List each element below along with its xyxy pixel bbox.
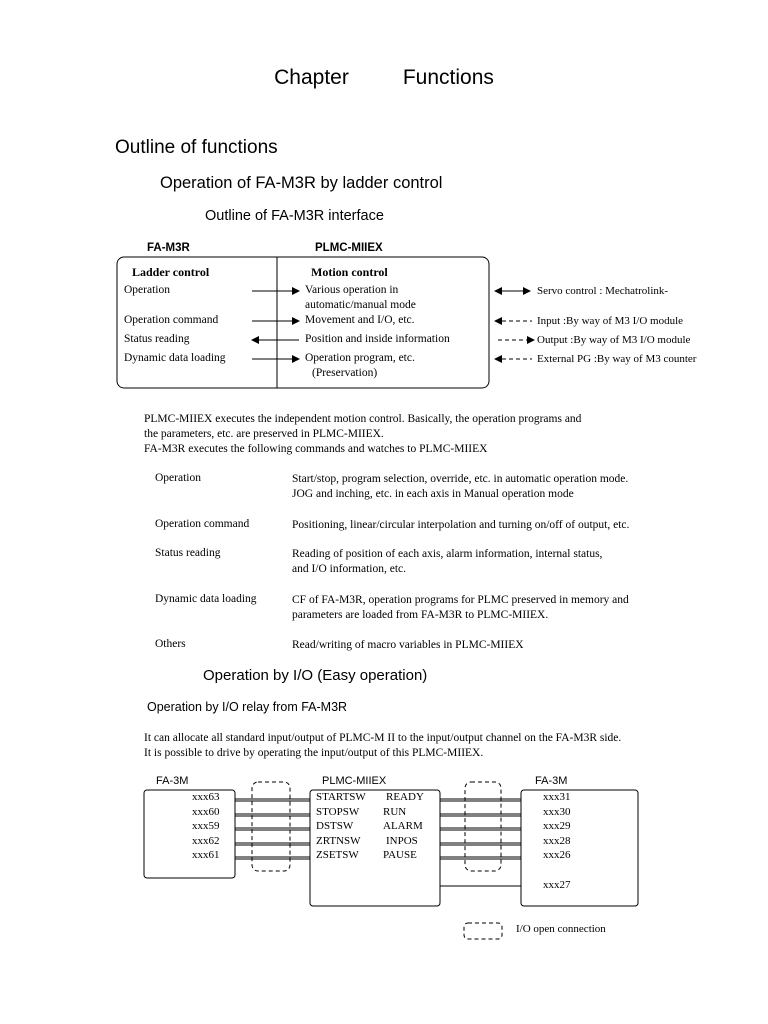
command-label: Operation — [155, 472, 201, 484]
plmc-output: RUN — [383, 806, 407, 818]
chapter-name: Functions — [402, 66, 494, 89]
plmc-input: STOPSW — [316, 806, 360, 818]
plmc-input: ZRTNSW — [316, 835, 361, 847]
plmc-output: ALARM — [383, 820, 423, 832]
right-channel: xxx26 — [543, 849, 571, 861]
ladder-item: Dynamic data loading — [124, 352, 226, 364]
command-desc: Start/stop, program selection, override, etc. in automatic operation mode. — [292, 473, 629, 485]
right-channel: xxx28 — [543, 835, 571, 847]
command-desc: JOG and inching, etc. in each axis in Manual operation mode — [292, 488, 574, 500]
intro-line: the parameters, etc. are preserved in PLMC-MIIEX. — [144, 428, 384, 440]
section-title: Outline of functions — [115, 137, 278, 158]
motion-item: Movement and I/O, etc. — [305, 314, 415, 326]
left-fa3m-title: FA-3M — [156, 775, 189, 787]
plmc-output: PAUSE — [383, 849, 417, 861]
command-desc: Positioning, linear/circular interpolation and turning on/off of output, etc. — [292, 519, 630, 531]
plmc-input: DSTSW — [316, 820, 354, 832]
io-intro-line: It is possible to drive by operating the input/output of this PLMC-MIIEX. — [144, 747, 484, 759]
motion-item: Operation program, etc. — [305, 352, 415, 364]
plmc-output: INPOS — [386, 835, 418, 847]
plmc-output: READY — [386, 791, 424, 803]
right-channel: xxx29 — [543, 820, 571, 832]
command-label: Others — [155, 638, 186, 650]
command-desc: Reading of position of each axis, alarm information, internal status, — [292, 548, 603, 560]
left-channel: xxx62 — [192, 835, 220, 847]
command-desc: parameters are loaded from FA-M3R to PLMC-MIIEX. — [292, 609, 549, 621]
intro-line: PLMC-MIIEX executes the independent motion control. Basically, the operation programs and — [144, 413, 582, 425]
fa-m3r-label: FA-M3R — [147, 242, 190, 254]
ladder-item: Operation — [124, 284, 170, 296]
command-label: Status reading — [155, 547, 221, 559]
left-channel: xxx61 — [192, 849, 220, 861]
right-fa3m-title: FA-3M — [535, 775, 568, 787]
right-fa3m-box — [521, 790, 638, 906]
right-channel: xxx27 — [543, 879, 571, 891]
motion-item: automatic/manual mode — [305, 299, 416, 311]
left-channel: xxx63 — [192, 791, 220, 803]
legend-open-connection-icon — [464, 923, 502, 939]
external-item: Input :By way of M3 I/O module — [537, 315, 684, 327]
ladder-item: Operation command — [124, 314, 219, 326]
subsection-io-title: Operation by I/O (Easy operation) — [203, 667, 428, 684]
motion-item: (Preservation) — [312, 367, 378, 379]
command-desc: and I/O information, etc. — [292, 563, 407, 575]
left-fa3m-box — [144, 790, 235, 878]
plmc-title: PLMC-MIIEX — [322, 775, 387, 787]
ladder-control-header: Ladder control — [132, 265, 210, 279]
legend-label: I/O open connection — [516, 923, 606, 935]
command-label: Dynamic data loading — [155, 593, 257, 605]
chapter-word: Chapter — [274, 66, 349, 89]
command-desc: CF of FA-M3R, operation programs for PLMC preserved in memory and — [292, 594, 629, 606]
subsection-ladder-title: Operation of FA-M3R by ladder control — [160, 174, 443, 192]
io-intro-line: It can allocate all standard input/output of PLMC-M II to the input/output channel on the FA-M3R side. — [144, 732, 622, 744]
command-label: Operation command — [155, 518, 250, 530]
external-item: Servo control : Mechatrolink- — [537, 285, 669, 297]
motion-item: Position and inside information — [305, 333, 450, 345]
subsection-io-relay-title: Operation by I/O relay from FA-M3R — [147, 700, 348, 714]
subsection-interface-title: Outline of FA-M3R interface — [205, 208, 384, 224]
left-channel: xxx59 — [192, 820, 220, 832]
plmc-input: STARTSW — [316, 791, 366, 803]
plmc-label: PLMC-MIIEX — [315, 242, 383, 254]
command-desc: Read/writing of macro variables in PLMC-MIIEX — [292, 639, 524, 651]
plmc-input: ZSETSW — [316, 849, 359, 861]
right-open-connection — [465, 782, 501, 871]
motion-item: Various operation in — [305, 284, 399, 296]
left-open-connection — [252, 782, 290, 871]
right-channel: xxx30 — [543, 806, 571, 818]
intro-line: FA-M3R executes the following commands and watches to PLMC-MIIEX — [144, 443, 488, 455]
motion-control-header: Motion control — [311, 265, 388, 279]
left-channel: xxx60 — [192, 806, 220, 818]
ladder-item: Status reading — [124, 333, 190, 345]
right-channel: xxx31 — [543, 791, 571, 803]
external-item: External PG :By way of M3 counter — [537, 353, 697, 365]
external-item: Output :By way of M3 I/O module — [537, 334, 691, 346]
